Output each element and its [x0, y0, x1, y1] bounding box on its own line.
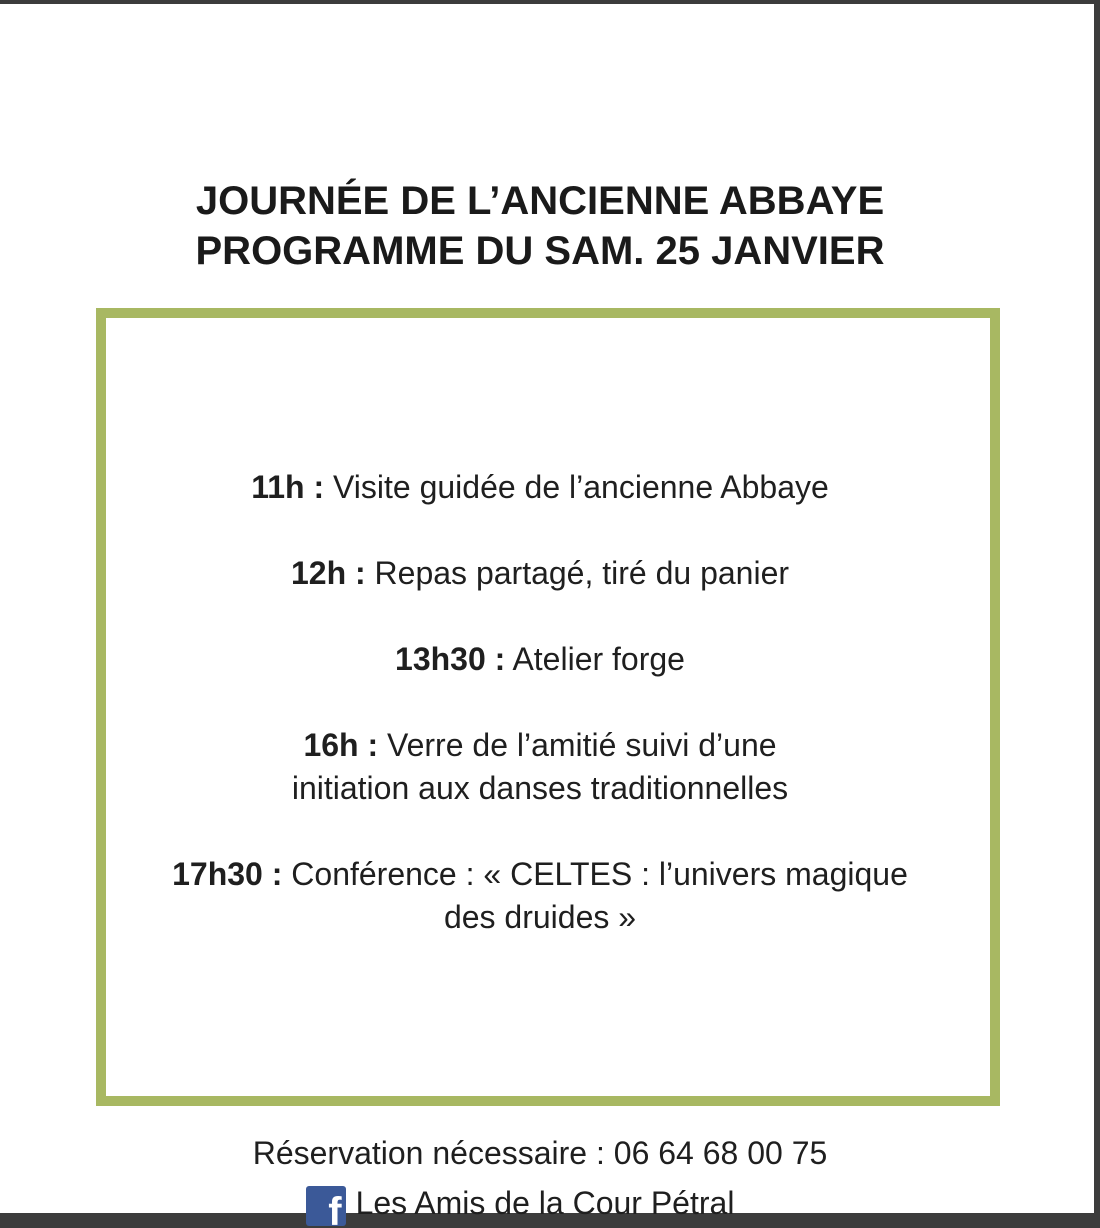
- entry-text: Atelier forge: [512, 641, 685, 677]
- facebook-page-name: Les Amis de la Cour Pétral: [355, 1185, 735, 1221]
- entry-time: 16h :: [303, 727, 379, 763]
- document-page: [0, 4, 1094, 1226]
- page-title: [0, 176, 1080, 276]
- program-entry: [0, 638, 1080, 681]
- title-line-1: JOURNÉE DE L’ANCIENNE ABBAYE: [195, 179, 885, 223]
- title-line-2: PROGRAMME DU SAM. 25 JANVIER: [195, 229, 885, 273]
- entry-text-continued: des druides »: [443, 899, 637, 935]
- entry-time: 17h30 :: [172, 856, 283, 892]
- entry-time: 12h :: [290, 555, 366, 591]
- entry-text: Visite guidée de l’ancienne Abbaye: [333, 469, 829, 505]
- program-entry: [0, 853, 1080, 939]
- program-entry: [0, 724, 1080, 810]
- entry-time: 13h30 :: [395, 641, 506, 677]
- footer: [0, 1128, 1080, 1228]
- facebook-icon: f: [306, 1186, 346, 1226]
- entry-text: Conférence : « CELTES : l’univers magique: [291, 856, 908, 892]
- facebook-link[interactable]: [0, 1178, 1080, 1228]
- reservation-info: Réservation nécessaire : 06 64 68 00 75: [252, 1135, 828, 1171]
- entry-text: Verre de l’amitié suivi d’une: [387, 727, 777, 763]
- program-entry: [0, 552, 1080, 595]
- entry-text-continued: initiation aux danses traditionnelles: [291, 770, 789, 806]
- program-list: [0, 466, 1080, 982]
- program-entry: [0, 466, 1080, 509]
- entry-time: 11h :: [251, 469, 325, 505]
- entry-text: Repas partagé, tiré du panier: [374, 555, 790, 591]
